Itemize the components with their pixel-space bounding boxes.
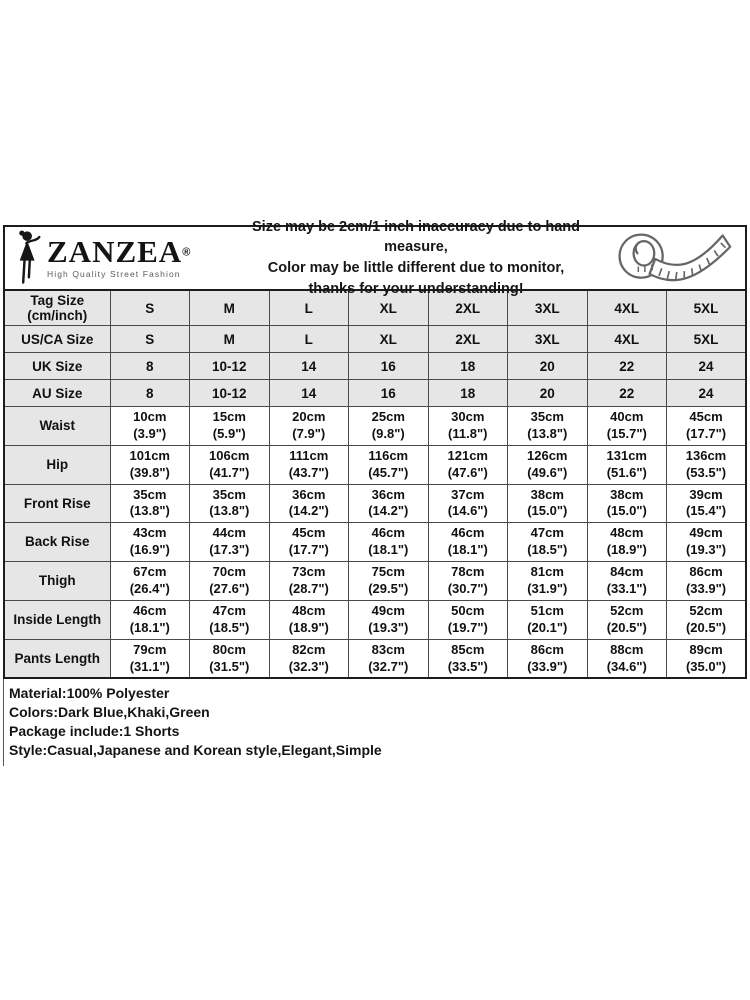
size-cell: 84cm (33.1") <box>587 562 667 601</box>
size-cell: 30cm (11.8") <box>428 407 508 446</box>
table-row <box>4 380 746 407</box>
size-cell: 88cm (34.6") <box>587 639 667 678</box>
size-cell: 10-12 <box>190 380 270 407</box>
size-cell: 52cm (20.5") <box>667 600 747 639</box>
size-cell: S <box>110 290 190 326</box>
size-cell: 36cm (14.2") <box>269 484 349 523</box>
size-cell: 81cm (31.9") <box>508 562 588 601</box>
size-cell: S <box>110 326 190 353</box>
size-cell: 67cm (26.4") <box>110 562 190 601</box>
size-cell: 16 <box>349 353 429 380</box>
size-cell: 45cm (17.7") <box>269 523 349 562</box>
size-cell: 111cm (43.7") <box>269 445 349 484</box>
size-cell: 36cm (14.2") <box>349 484 429 523</box>
size-cell: 37cm (14.6") <box>428 484 508 523</box>
size-cell: 131cm (51.6") <box>587 445 667 484</box>
note-style: Style:Casual,Japanese and Korean style,Elegant,Simple <box>9 742 382 759</box>
size-cell: 47cm (18.5") <box>190 600 270 639</box>
size-cell: 24 <box>667 380 747 407</box>
table-row <box>4 484 746 523</box>
registered-mark: ® <box>182 246 191 259</box>
row-label: Back Rise <box>4 523 110 562</box>
size-cell: 22 <box>587 353 667 380</box>
size-cell: 25cm (9.8") <box>349 407 429 446</box>
table-row <box>4 445 746 484</box>
size-cell: 52cm (20.5") <box>587 600 667 639</box>
size-cell: 116cm (45.7") <box>349 445 429 484</box>
note-package: Package include:1 Shorts <box>9 723 180 740</box>
size-cell: 85cm (33.5") <box>428 639 508 678</box>
size-cell: 49cm (19.3") <box>349 600 429 639</box>
size-cell: 50cm (19.7") <box>428 600 508 639</box>
size-cell: 10cm (3.9") <box>110 407 190 446</box>
size-cell: 22 <box>587 380 667 407</box>
size-cell: XL <box>349 290 429 326</box>
size-cell: 86cm (33.9") <box>667 562 747 601</box>
disclaimer-line-1: Size may be 2cm/1 inch inaccuracy due to hand measure, <box>252 218 580 256</box>
size-cell: 70cm (27.6") <box>190 562 270 601</box>
size-cell: 40cm (15.7") <box>587 407 667 446</box>
size-chart <box>3 218 747 766</box>
row-label: Hip <box>4 445 110 484</box>
size-cell: 24 <box>667 353 747 380</box>
size-cell: 3XL <box>508 326 588 353</box>
size-cell: 3XL <box>508 290 588 326</box>
table-row <box>4 353 746 380</box>
table-row <box>4 562 746 601</box>
size-cell: 4XL <box>587 326 667 353</box>
size-cell: 38cm (15.0") <box>508 484 588 523</box>
table-row <box>4 523 746 562</box>
size-cell: 35cm (13.8") <box>110 484 190 523</box>
tape-measure-icon <box>609 228 737 288</box>
size-cell: 18 <box>428 380 508 407</box>
brand-name: ZANZEA <box>47 233 183 269</box>
size-cell: 15cm (5.9") <box>190 407 270 446</box>
disclaimer-text <box>223 217 609 299</box>
size-table <box>3 289 747 679</box>
size-cell: 89cm (35.0") <box>667 639 747 678</box>
size-cell: 14 <box>269 353 349 380</box>
size-cell: 4XL <box>587 290 667 326</box>
size-cell: 121cm (47.6") <box>428 445 508 484</box>
size-cell: 44cm (17.3") <box>190 523 270 562</box>
row-label: Inside Length <box>4 600 110 639</box>
size-cell: 20 <box>508 380 588 407</box>
table-row <box>4 407 746 446</box>
size-cell: 2XL <box>428 326 508 353</box>
size-cell: 106cm (41.7") <box>190 445 270 484</box>
size-cell: 8 <box>110 353 190 380</box>
size-cell: 46cm (18.1") <box>110 600 190 639</box>
size-cell: 73cm (28.7") <box>269 562 349 601</box>
size-cell: 43cm (16.9") <box>110 523 190 562</box>
chart-header <box>3 218 747 297</box>
size-cell: 5XL <box>667 290 747 326</box>
size-cell: 48cm (18.9") <box>269 600 349 639</box>
size-cell: XL <box>349 326 429 353</box>
size-cell: 46cm (18.1") <box>428 523 508 562</box>
size-cell: 75cm (29.5") <box>349 562 429 601</box>
row-label: UK Size <box>4 353 110 380</box>
size-cell: 20 <box>508 353 588 380</box>
size-cell: 18 <box>428 353 508 380</box>
brand-text <box>47 233 191 279</box>
size-cell: 78cm (30.7") <box>428 562 508 601</box>
table-row <box>4 639 746 678</box>
row-label: Waist <box>4 407 110 446</box>
size-cell: M <box>190 326 270 353</box>
size-cell: 14 <box>269 380 349 407</box>
size-cell: L <box>269 326 349 353</box>
table-row <box>4 600 746 639</box>
size-cell: 10-12 <box>190 353 270 380</box>
size-cell: M <box>190 290 270 326</box>
size-cell: 8 <box>110 380 190 407</box>
size-cell: L <box>269 290 349 326</box>
size-cell: 86cm (33.9") <box>508 639 588 678</box>
row-label: Pants Length <box>4 639 110 678</box>
size-cell: 20cm (7.9") <box>269 407 349 446</box>
size-table-body <box>4 290 746 678</box>
size-cell: 2XL <box>428 290 508 326</box>
size-cell: 39cm (15.4") <box>667 484 747 523</box>
size-cell: 126cm (49.6") <box>508 445 588 484</box>
size-cell: 49cm (19.3") <box>667 523 747 562</box>
size-cell: 16 <box>349 380 429 407</box>
size-cell: 80cm (31.5") <box>190 639 270 678</box>
brand-logo <box>5 230 223 286</box>
disclaimer-line-2: Color may be little different due to monitor, <box>267 260 565 276</box>
size-cell: 83cm (32.7") <box>349 639 429 678</box>
size-cell: 5XL <box>667 326 747 353</box>
disclaimer-line-3: thanks for your understanding! <box>308 280 524 297</box>
table-row <box>4 326 746 353</box>
woman-figure-icon <box>13 230 43 286</box>
size-cell: 79cm (31.1") <box>110 639 190 678</box>
note-colors: Colors:Dark Blue,Khaki,Green <box>9 704 210 721</box>
size-cell: 45cm (17.7") <box>667 407 747 446</box>
size-cell: 38cm (15.0") <box>587 484 667 523</box>
size-cell: 47cm (18.5") <box>508 523 588 562</box>
row-label: US/CA Size <box>4 326 110 353</box>
size-cell: 48cm (18.9") <box>587 523 667 562</box>
product-notes <box>3 679 747 766</box>
note-material: Material:100% Polyester <box>9 685 170 702</box>
size-cell: 136cm (53.5") <box>667 445 747 484</box>
size-cell: 51cm (20.1") <box>508 600 588 639</box>
brand-tagline: High Quality Street Fashion <box>47 268 181 279</box>
size-cell: 35cm (13.8") <box>508 407 588 446</box>
size-cell: 82cm (32.3") <box>269 639 349 678</box>
size-cell: 35cm (13.8") <box>190 484 270 523</box>
size-cell: 101cm (39.8") <box>110 445 190 484</box>
row-label: Thigh <box>4 562 110 601</box>
row-label: Tag Size (cm/inch) <box>4 290 110 326</box>
row-label: Front Rise <box>4 484 110 523</box>
row-label: AU Size <box>4 380 110 407</box>
size-cell: 46cm (18.1") <box>349 523 429 562</box>
